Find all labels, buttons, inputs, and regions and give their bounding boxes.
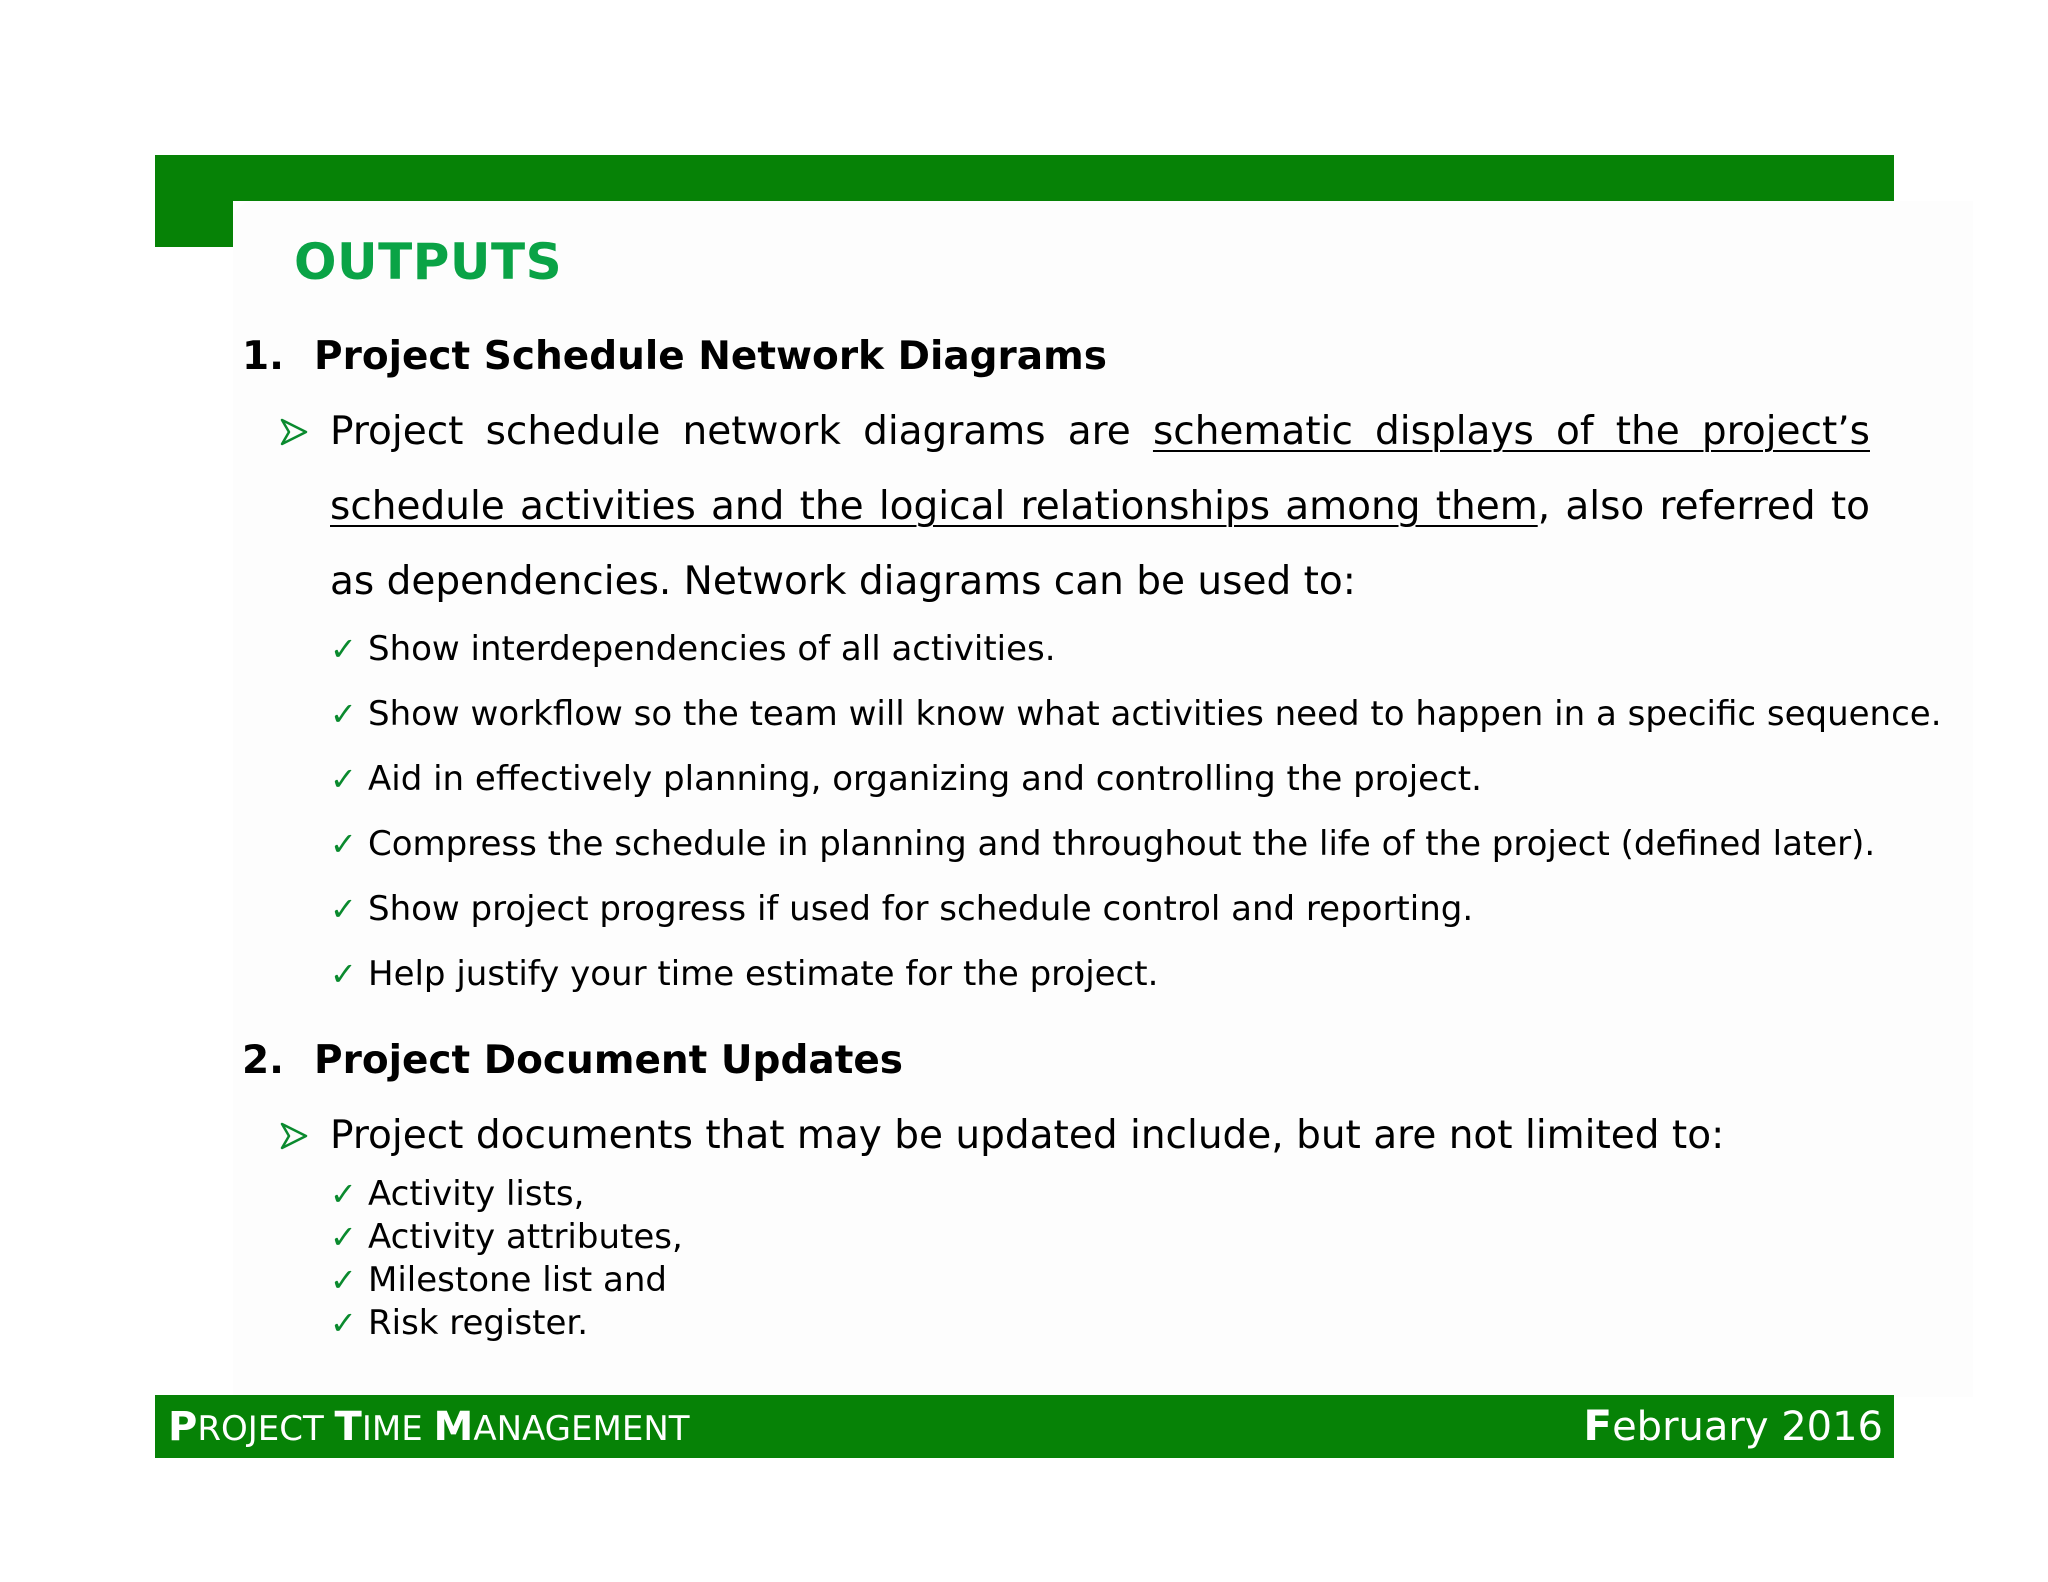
list-item: ✓ Help justify your time estimate for the project.	[330, 954, 1159, 994]
list-item: ✓ Activity attributes,	[330, 1217, 683, 1257]
section-2-paragraph: Project documents that may be updated include, but are not limited to:	[330, 1113, 1725, 1158]
footer-date: February 2016	[1583, 1401, 1883, 1450]
section-1-heading	[242, 332, 1107, 382]
section-1-paragraph-underlined: schematic displays of the project’s schedule activities and the logical relationships among them	[330, 409, 1870, 529]
section-1-number: 1.	[242, 334, 284, 379]
section-1-title: Project Schedule Network Diagrams	[314, 334, 1107, 379]
section-2-heading	[242, 1036, 903, 1086]
checkmark-icon: ✓	[330, 1218, 357, 1256]
section-2-number: 2.	[242, 1038, 284, 1083]
checkmark-icon: ✓	[330, 630, 357, 668]
checkmark-icon: ✓	[330, 760, 357, 798]
list-item: ✓ Show workflow so the team will know what activities need to happen in a specific sequence.	[330, 694, 1942, 734]
list-item: ✓ Compress the schedule in planning and throughout the life of the project (defined later).	[330, 824, 1876, 864]
header-tab	[155, 200, 233, 247]
checkmark-icon: ✓	[330, 955, 357, 993]
checkmark-icon: ✓	[330, 695, 357, 733]
section-1-paragraph-start: Project schedule network diagrams are	[330, 409, 1153, 454]
footer-course-title: PROJECT TIME MANAGEMENT	[168, 1404, 690, 1450]
list-item: ✓ Show project progress if used for schedule control and reporting.	[330, 889, 1474, 929]
section-1-paragraph	[330, 394, 1870, 619]
header-bar	[155, 155, 1894, 201]
checkmark-icon: ✓	[330, 825, 357, 863]
checkmark-icon: ✓	[330, 1304, 357, 1342]
arrowhead-bullet-icon	[280, 418, 308, 446]
list-item: ✓ Activity lists,	[330, 1174, 585, 1214]
list-item: ✓ Milestone list and	[330, 1260, 667, 1300]
checkmark-icon: ✓	[330, 1175, 357, 1213]
list-item: ✓ Show interdependencies of all activities.	[330, 629, 1056, 669]
arrowhead-bullet-icon	[280, 1122, 308, 1150]
slide-title: OUTPUTS	[294, 233, 563, 291]
section-2-title: Project Document Updates	[314, 1038, 904, 1083]
checkmark-icon: ✓	[330, 1261, 357, 1299]
list-item: ✓ Risk register.	[330, 1303, 589, 1343]
list-item: ✓ Aid in effectively planning, organizing and controlling the project.	[330, 759, 1482, 799]
section-1-paragraph-end: , also referred to as dependencies. Network diagrams can be used to:	[330, 484, 1870, 604]
checkmark-icon: ✓	[330, 890, 357, 928]
